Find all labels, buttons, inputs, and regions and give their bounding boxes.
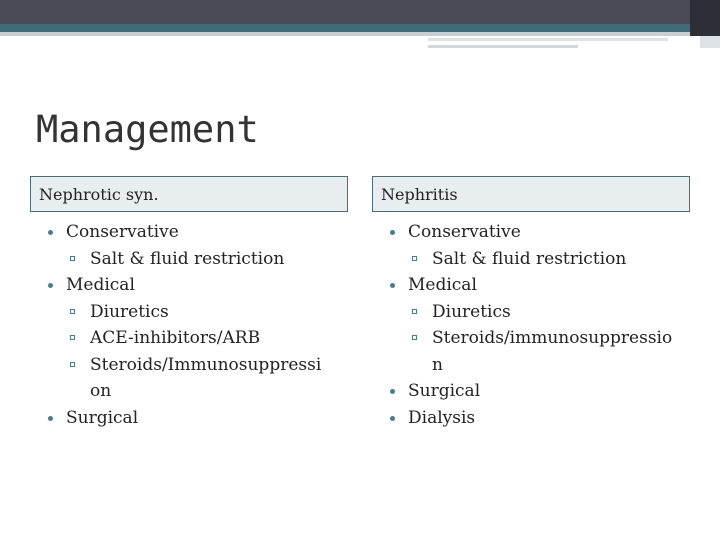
bullet-item: Conservative	[390, 219, 690, 246]
sub-bullet-item: Diuretics	[390, 299, 690, 326]
corner-decor-block	[690, 0, 720, 36]
bullet-item: Medical	[48, 272, 348, 299]
top-grey-stripe	[0, 32, 720, 36]
top-decor-bar	[0, 0, 720, 24]
corner-decor-light	[700, 36, 720, 48]
column-header-nephrotic	[30, 176, 348, 212]
sub-bullet-item: Salt & fluid restriction	[390, 246, 690, 273]
bullet-item: Medical	[390, 272, 690, 299]
column-header-label: Nephrotic syn.	[39, 184, 159, 204]
bullet-item: Surgical	[48, 405, 348, 432]
nephritis-list	[390, 219, 690, 431]
sub-bullet-item: on	[90, 381, 112, 401]
sub-bullet-item: Salt & fluid restriction	[48, 246, 348, 273]
nephrotic-list	[48, 219, 348, 431]
sub-bullet-item: ACE-inhibitors/ARB	[48, 325, 348, 352]
top-accent-stripe	[0, 24, 720, 32]
sub-bullet-item: Diuretics	[48, 299, 348, 326]
sub-bullet-item: Steroids/immunosuppressio	[390, 325, 690, 352]
decor-line	[428, 45, 578, 48]
column-header-nephritis	[372, 176, 690, 212]
sub-bullet-item: Steroids/Immunosuppressi	[48, 352, 348, 379]
bullet-item: Surgical	[390, 378, 690, 405]
sub-bullet-item: n	[432, 354, 443, 375]
decor-line	[428, 38, 668, 41]
bullet-item: Dialysis	[390, 405, 690, 432]
column-header-label: Nephritis	[381, 184, 458, 204]
slide-title: Management	[36, 108, 259, 151]
bullet-item: Conservative	[48, 219, 348, 246]
